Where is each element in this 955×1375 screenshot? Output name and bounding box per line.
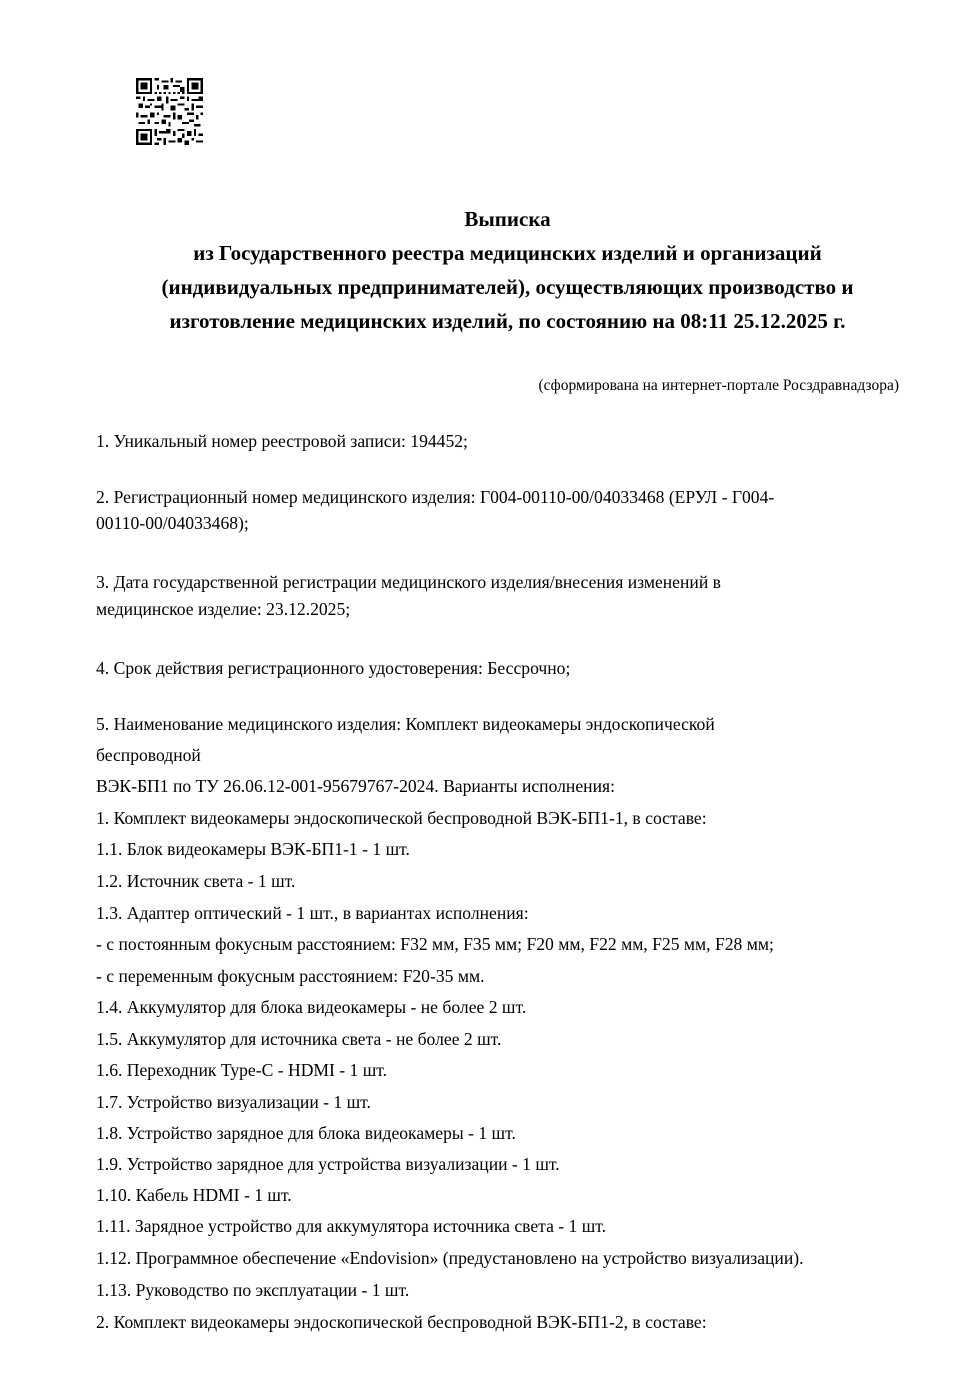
title-line: изготовление медицинских изделий, по состоянию на 08:11 25.12.2025 г.: [169, 309, 846, 333]
item-validity-period: 4. Срок действия регистрационного удостоверения: Бессрочно;: [96, 658, 571, 678]
list-item: ВЭК-БП1 по ТУ 26.06.12-001-95679767-2024. Варианты исполнения:: [96, 776, 615, 796]
list-item: 1.3. Адаптер оптический - 1 шт., в вариантах исполнения:: [96, 903, 529, 923]
list-item: - с постоянным фокусным расстоянием: F32 мм, F35 мм; F20 мм, F22 мм, F25 мм, F28 мм;: [96, 934, 774, 954]
list-item: 1.8. Устройство зарядное для блока видеокамеры - 1 шт.: [96, 1123, 516, 1143]
list-item: 1.9. Устройство зарядное для устройства визуализации - 1 шт.: [96, 1154, 560, 1174]
list-item: 1.10. Кабель HDMI - 1 шт.: [96, 1185, 292, 1205]
item-registration-number: 2. Регистрационный номер медицинского изделия: Г004-00110-00/04033468 (ЕРУЛ - Г004-: [96, 487, 775, 507]
title-line: Выписка: [464, 207, 551, 231]
item-registration-date: 3. Дата государственной регистрации медицинского изделия/внесения изменений в: [96, 572, 721, 592]
list-item: 1.11. Зарядное устройство для аккумулятора источника света - 1 шт.: [96, 1216, 607, 1236]
title-line: (индивидуальных предпринимателей), осуществляющих производство и: [161, 275, 854, 299]
qr-code-image: [136, 78, 203, 145]
list-item: беспроводной: [96, 745, 201, 765]
list-item: 1.13. Руководство по эксплуатации - 1 шт.: [96, 1280, 410, 1300]
list-item: 1.5. Аккумулятор для источника света - не более 2 шт.: [96, 1029, 502, 1049]
list-item: 1.12. Программное обеспечение «Endovision» (предустановлено на устройство визуализации).: [96, 1248, 804, 1268]
list-item: - с переменным фокусным расстоянием: F20-35 мм.: [96, 966, 485, 986]
item-device-name: 5. Наименование медицинского изделия: Комплект видеокамеры эндоскопической: [96, 714, 715, 734]
list-item: 1.2. Источник света - 1 шт.: [96, 871, 296, 891]
list-item: 1.7. Устройство визуализации - 1 шт.: [96, 1092, 371, 1112]
document-title: [60, 202, 955, 338]
list-item: 1.1. Блок видеокамеры ВЭК-БП1-1 - 1 шт.: [96, 839, 410, 859]
item-registration-number-cont: 00110-00/04033468);: [96, 513, 249, 533]
list-item: 1.4. Аккумулятор для блока видеокамеры - не более 2 шт.: [96, 997, 527, 1017]
list-item: 2. Комплект видеокамеры эндоскопической беспроводной ВЭК-БП1-2, в составе:: [96, 1312, 707, 1332]
portal-note: (сформирована на интернет-портале Росздравнадзора): [538, 377, 899, 394]
list-item: 1.6. Переходник Type-C - HDMI - 1 шт.: [96, 1060, 388, 1080]
list-item: 1. Комплект видеокамеры эндоскопической беспроводной ВЭК-БП1-1, в составе:: [96, 808, 707, 828]
item-unique-number: 1. Уникальный номер реестровой записи: 194452;: [96, 431, 468, 451]
title-line: из Государственного реестра медицинских изделий и организаций: [193, 241, 822, 265]
item-registration-date-cont: медицинское изделие: 23.12.2025;: [96, 599, 351, 619]
